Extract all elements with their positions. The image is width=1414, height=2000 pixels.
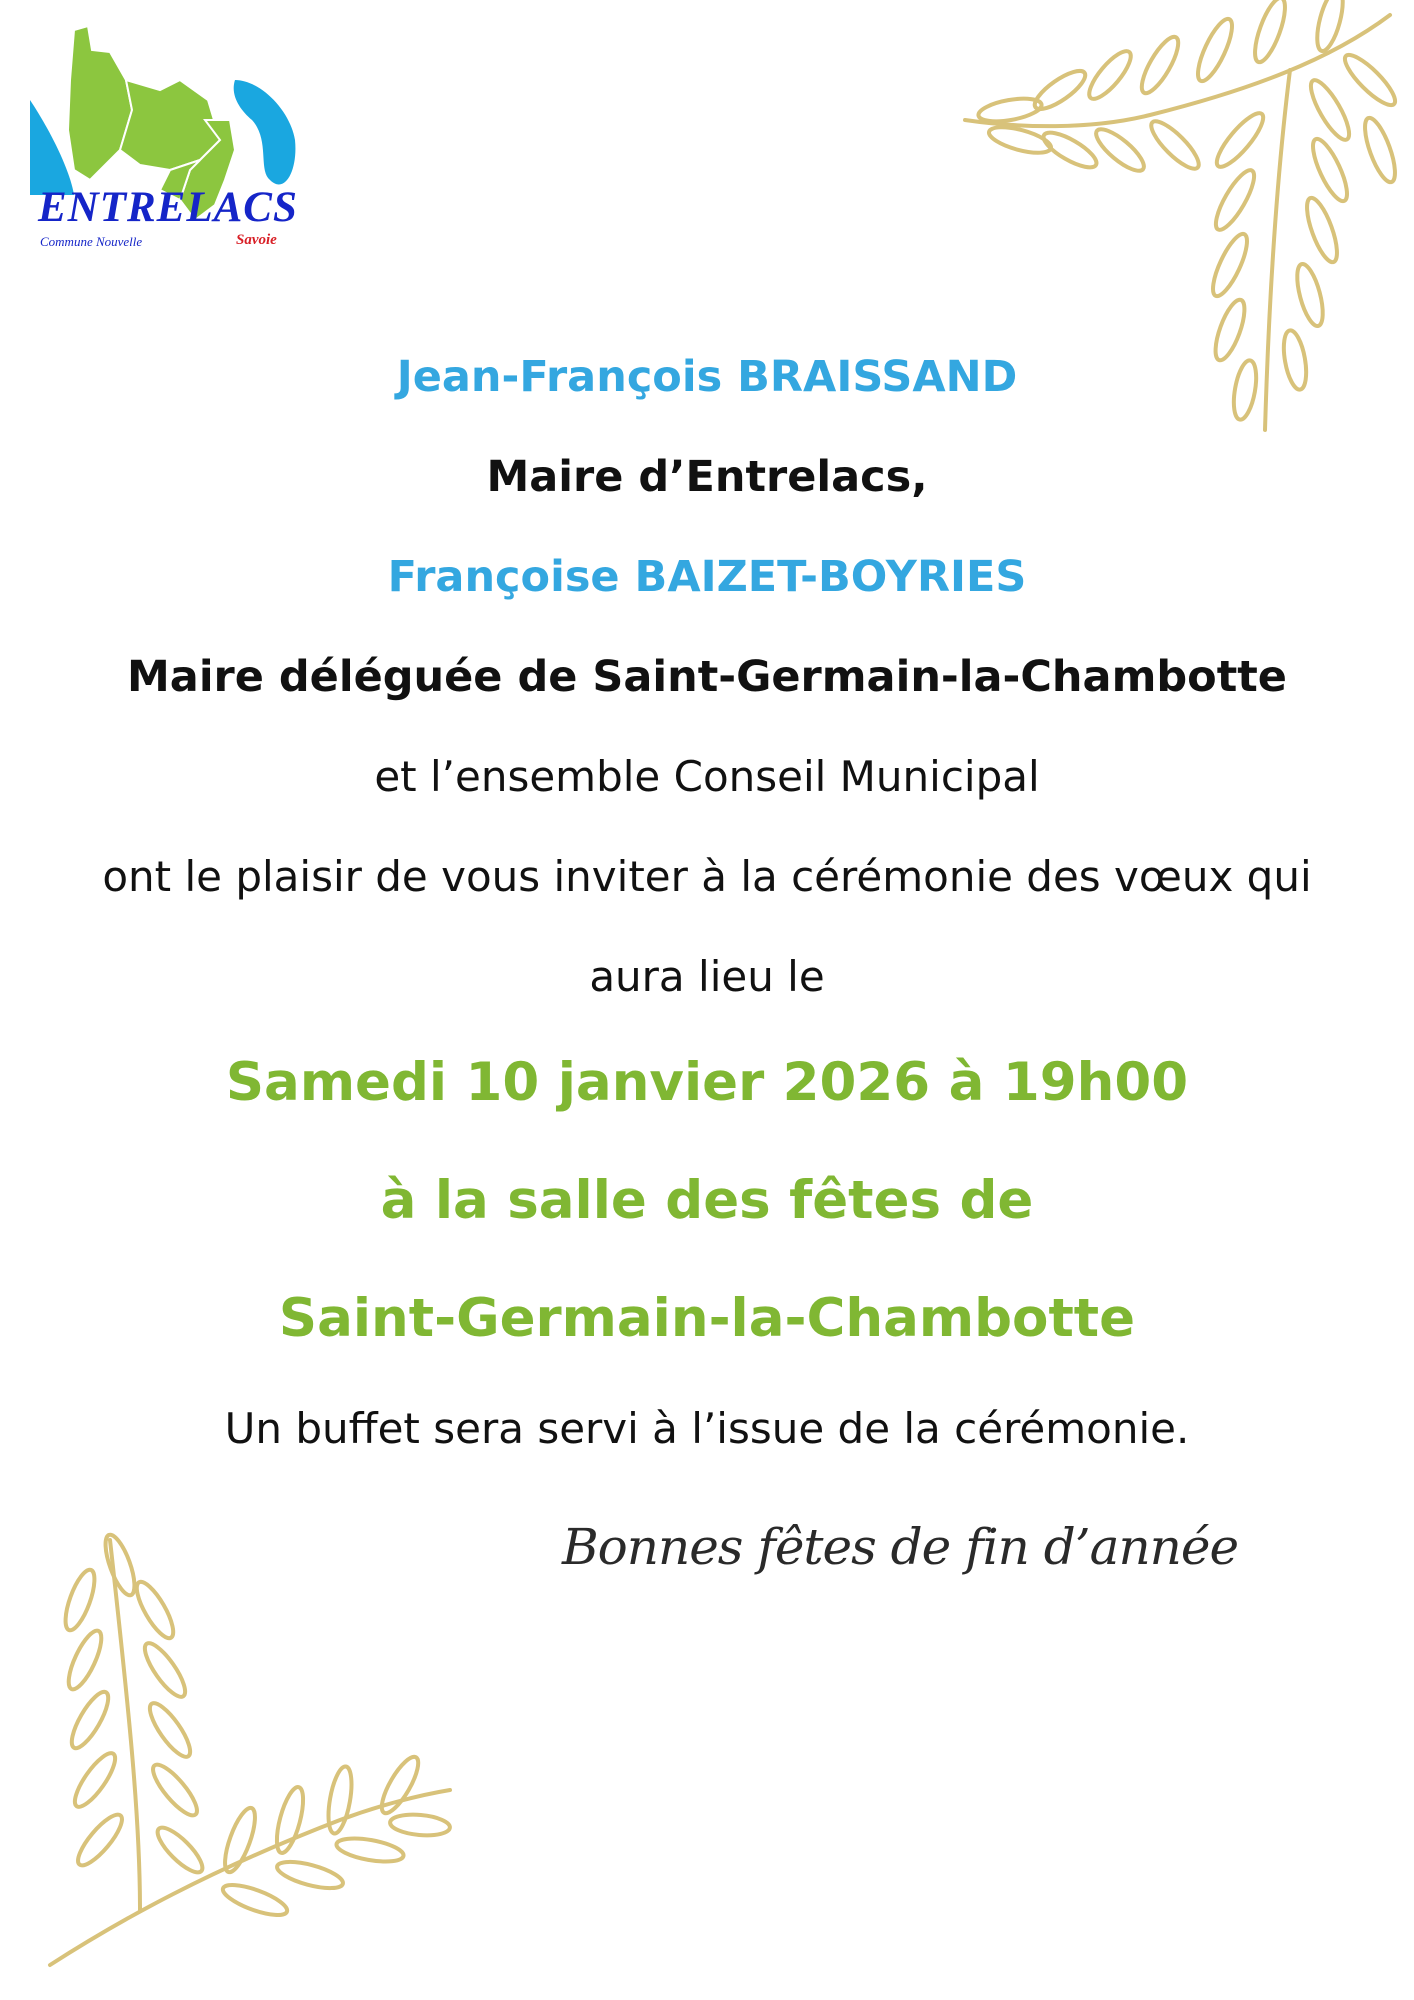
host2-title: Maire déléguée de Saint-Germain-la-Chambotte — [127, 652, 1287, 702]
buffet-line: Un buffet sera servi à l’issue de la cérémonie. — [224, 1404, 1190, 1453]
venue-line-1: à la salle des fêtes de — [380, 1170, 1034, 1231]
host1-title: Maire d’Entrelacs, — [486, 452, 928, 502]
invite-line-1: ont le plaisir de vous inviter à la cérémonie des vœux qui — [102, 852, 1312, 901]
host2-name: Françoise BAIZET-BOYRIES — [387, 552, 1027, 602]
host1-name: Jean-François BRAISSAND — [396, 352, 1018, 402]
venue-line-2: Saint-Germain-la-Chambotte — [278, 1288, 1136, 1349]
logo-subtitle: Commune Nouvelle — [40, 234, 143, 249]
event-date: Samedi 10 janvier 2026 à 19h00 — [225, 1052, 1189, 1113]
gold-fern-branch-icon — [40, 1520, 460, 1980]
council-line: et l’ensemble Conseil Municipal — [374, 752, 1040, 801]
season-greetings: Bonnes fêtes de fin d’année — [561, 1518, 1239, 1576]
invite-line-2: aura lieu le — [589, 952, 825, 1001]
logo-name: ENTRELACS — [38, 184, 298, 231]
logo-region: Savoie — [236, 232, 277, 248]
entrelacs-logo — [30, 20, 302, 262]
